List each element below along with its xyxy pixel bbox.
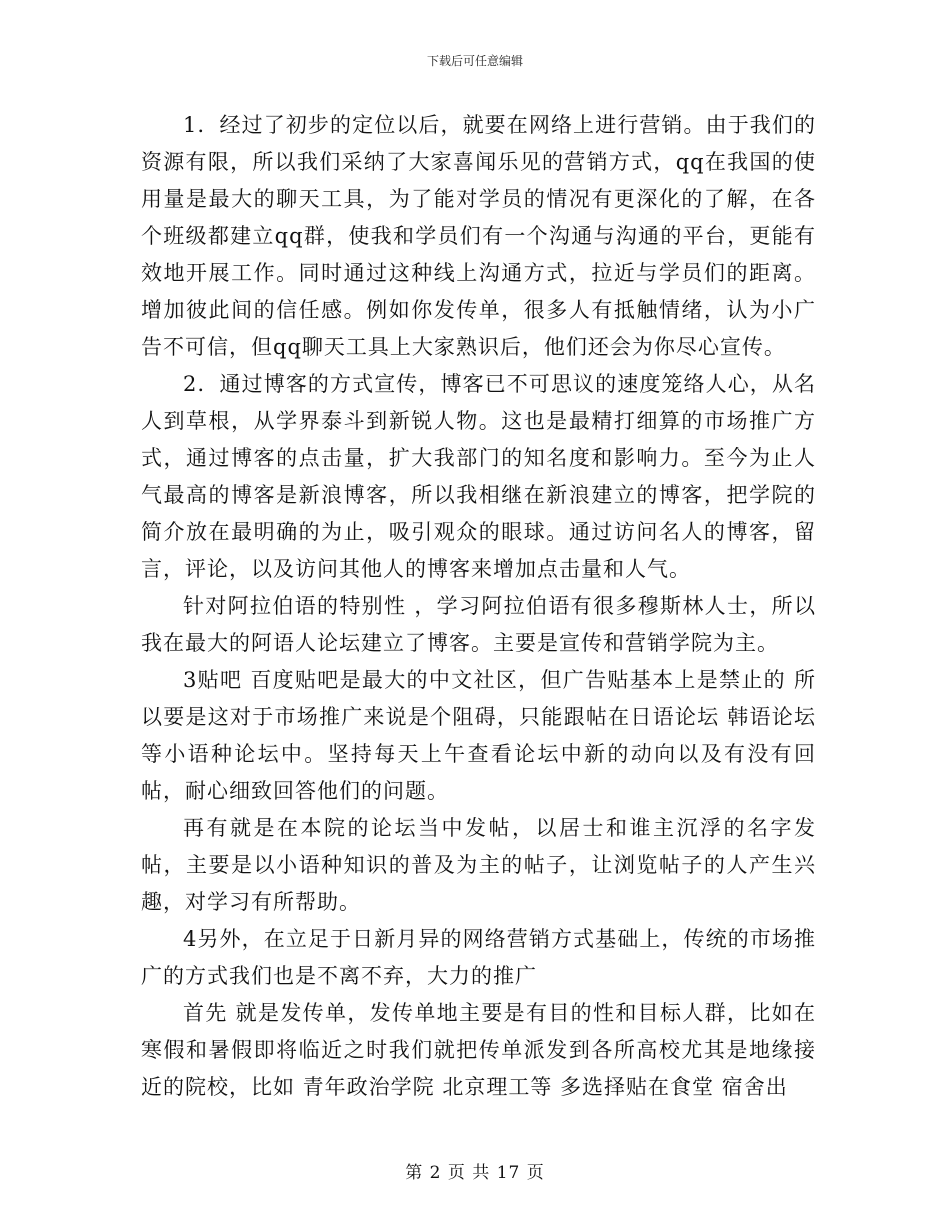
paragraph-tieba: 3贴吧 百度贴吧是最大的中文社区，但广告贴基本上是禁止的 所以要是这对于市场推广来说是个阻碍，只能跟帖在日语论坛 韩语论坛等小语种论坛中。坚持每天上午查看论坛中新的动向以及有没有回帖，耐心细致回答他们的问题。 xyxy=(141,668,816,803)
document-body xyxy=(141,107,816,1106)
paragraph-blog-promotion: 2．通过博客的方式宣传，博客已不可思议的速度笼络人心，从名人到草根，从学界泰斗到新锐人物。这也是最精打细算的市场推广方式，通过博客的点击量，扩大我部门的知名度和影响力。至今为止人气最高的博客是新浪博客，所以我相继在新浪建立的博客，把学院的简介放在最明确的为止，吸引观众的眼球。通过访问名人的博客，留言，评论，以及访问其他人的博客来增加点击量和人气。 xyxy=(141,372,816,581)
page-number: 第 2 页 共 17 页 xyxy=(405,1163,545,1183)
paragraph-arabic-forum: 针对阿拉伯语的特别性 ，学习阿拉伯语有很多穆斯林人士，所以我在最大的阿语人论坛建立了博客。主要是宣传和营销学院为主。 xyxy=(141,594,816,655)
paragraph-qq-marketing: 1．经过了初步的定位以后，就要在网络上进行营销。由于我们的资源有限，所以我们采纳了大家喜闻乐见的营销方式，qq在我国的使用量是最大的聊天工具，为了能对学员的情况有更深化的了解，在各个班级都建立qq群，使我和学员们有一个沟通与沟通的平台，更能有效地开展工作。同时通过这种线上沟通方式，拉近与学员们的距离。增加彼此间的信任感。例如你发传单，很多人有抵触情绪，认为小广告不可信，但qq聊天工具上大家熟识后，他们还会为你尽心宣传。 xyxy=(141,113,816,359)
paragraph-campus-forum: 再有就是在本院的论坛当中发帖，以居士和谁主沉浮的名字发帖，主要是以小语种知识的普及为主的帖子，让浏览帖子的人产生兴趣，对学习有所帮助。 xyxy=(141,816,816,914)
paragraph-traditional-promotion: 4另外，在立足于日新月异的网络营销方式基础上，传统的市场推广的方式我们也是不离不弃，大力的推广 xyxy=(141,927,816,988)
paragraph-flyers: 首先 就是发传单，发传单地主要是有目的性和目标人群，比如在寒假和暑假即将临近之时我们就把传单派发到各所高校尤其是地缘接近的院校，比如 青年政治学院 北京理工等 多选择贴在食堂 宿舍出 xyxy=(141,1001,816,1099)
page-header: 下载后可任意编辑 xyxy=(426,54,523,68)
